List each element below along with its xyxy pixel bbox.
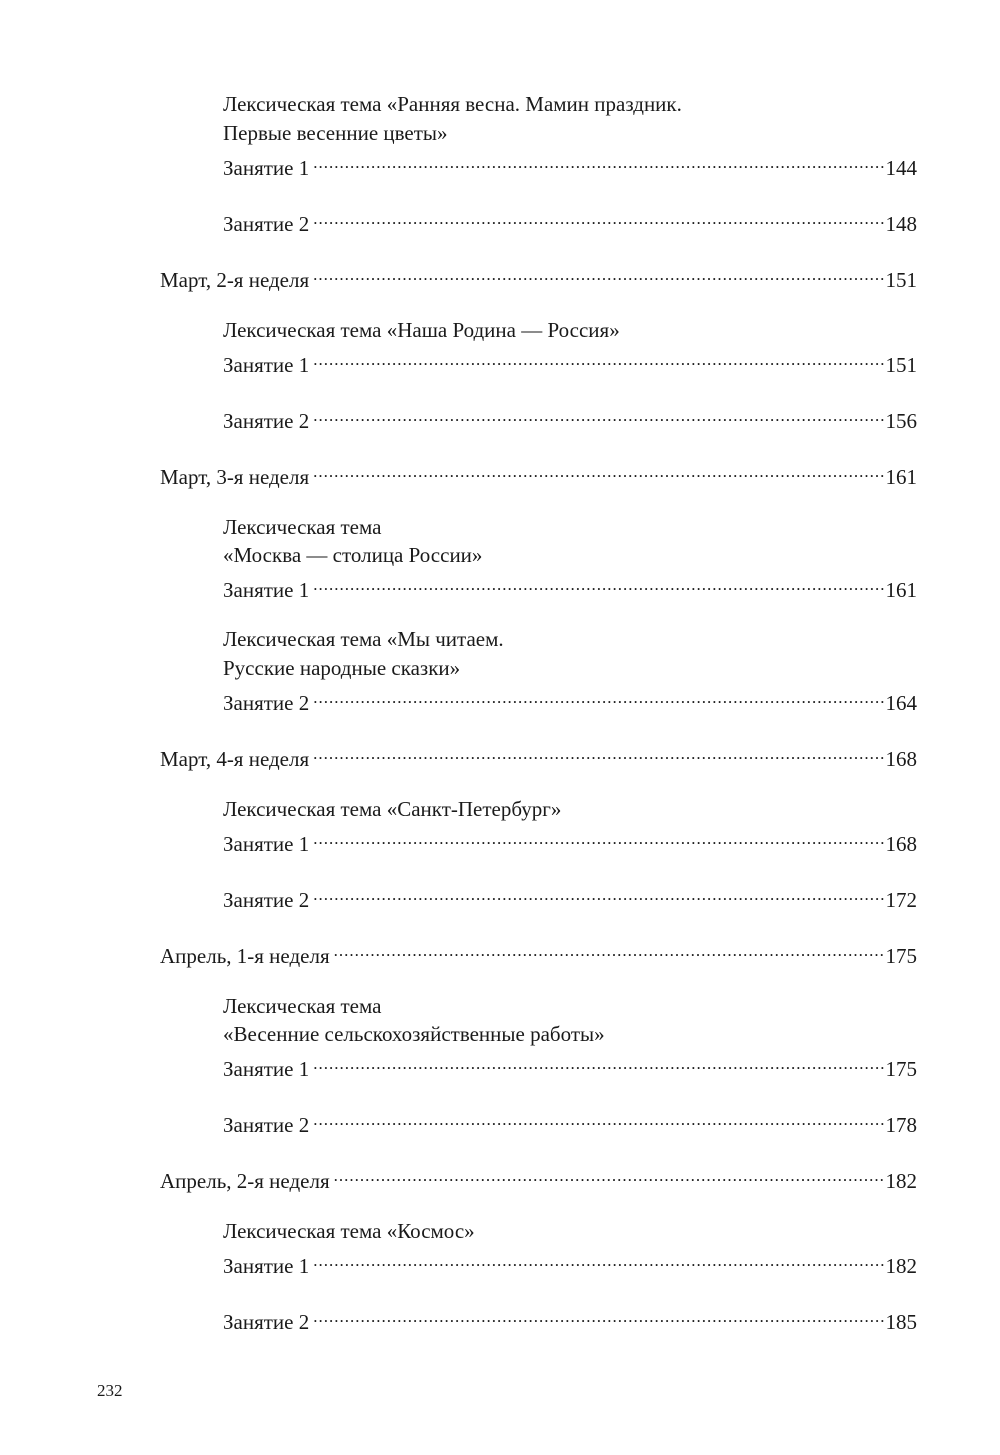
toc-entry-week[interactable]: [160, 738, 917, 773]
page-number: 168: [885, 832, 917, 856]
theme-title-line: «Москва — столица России»: [223, 543, 483, 567]
page-number: 164: [885, 691, 917, 715]
dot-leader: [313, 344, 884, 372]
toc-entry-lesson[interactable]: [223, 344, 917, 379]
dot-leader: [334, 1160, 885, 1188]
page-number: 161: [885, 465, 917, 489]
week-label: Март, 2-я неделя: [160, 268, 310, 292]
dot-leader: [313, 259, 884, 287]
lesson-label: Занятие 2: [223, 1113, 310, 1137]
theme-title-line: Лексическая тема: [223, 994, 382, 1018]
page-number: 182: [885, 1254, 917, 1278]
toc-entry-lesson[interactable]: [223, 400, 917, 435]
toc-entry-week[interactable]: [160, 456, 917, 491]
toc-entry-lesson[interactable]: [223, 1245, 917, 1280]
toc-entry-lesson[interactable]: [223, 823, 917, 858]
page-number: 175: [885, 1057, 917, 1081]
page-number: 161: [885, 578, 917, 602]
lesson-label: Занятие 1: [223, 1254, 310, 1278]
lesson-label: Занятие 2: [223, 212, 310, 236]
toc-entry-week[interactable]: [160, 935, 917, 970]
dot-leader: [313, 1048, 884, 1076]
page-number: 168: [885, 747, 917, 771]
week-label: Март, 3-я неделя: [160, 465, 310, 489]
lesson-label: Занятие 1: [223, 832, 310, 856]
lesson-label: Занятие 1: [223, 156, 310, 180]
lesson-label: Занятие 1: [223, 353, 310, 377]
dot-leader: [313, 1301, 884, 1329]
dot-leader: [313, 879, 884, 907]
dot-leader: [313, 569, 884, 597]
week-label: Апрель, 2-я неделя: [160, 1169, 330, 1193]
toc-entry-lesson[interactable]: [223, 569, 917, 604]
page-number: 144: [885, 156, 917, 180]
page-number: 178: [885, 1113, 917, 1137]
toc-entry-week[interactable]: [160, 1160, 917, 1195]
page-number: 172: [885, 888, 917, 912]
theme-title-line: Лексическая тема «Наша Родина — Россия»: [223, 318, 620, 342]
theme-title-line: Лексическая тема «Ранняя весна. Мамин праздник.: [223, 92, 682, 116]
lesson-label: Занятие 2: [223, 888, 310, 912]
theme-title-line: Лексическая тема «Мы читаем.: [223, 627, 504, 651]
dot-leader: [313, 456, 884, 484]
theme-title-line: Лексическая тема «Санкт-Петербург»: [223, 797, 562, 821]
page-number: 185: [885, 1310, 917, 1334]
page-number: 151: [885, 268, 917, 292]
page-number: 156: [885, 409, 917, 433]
dot-leader: [313, 1245, 884, 1273]
week-label: Март, 4-я неделя: [160, 747, 310, 771]
lesson-label: Занятие 1: [223, 578, 310, 602]
theme-title-line: Лексическая тема «Космос»: [223, 1219, 475, 1243]
theme-title-line: Лексическая тема: [223, 515, 382, 539]
toc-entry-week[interactable]: [160, 259, 917, 294]
toc-entry-lesson[interactable]: [223, 682, 917, 717]
toc-entry-lesson[interactable]: [223, 1048, 917, 1083]
page-number: 148: [885, 212, 917, 236]
toc-entry-lesson[interactable]: [223, 1301, 917, 1336]
dot-leader: [313, 203, 884, 231]
dot-leader: [313, 1104, 884, 1132]
dot-leader: [313, 682, 884, 710]
dot-leader: [313, 738, 884, 766]
theme-title-line: «Весенние сельскохозяйственные работы»: [223, 1022, 605, 1046]
lesson-label: Занятие 2: [223, 409, 310, 433]
page-number: 175: [885, 944, 917, 968]
week-label: Апрель, 1-я неделя: [160, 944, 330, 968]
theme-title-line: Русские народные сказки»: [223, 656, 461, 680]
dot-leader: [313, 823, 884, 851]
dot-leader: [313, 400, 884, 428]
dot-leader: [313, 147, 884, 175]
dot-leader: [334, 935, 885, 963]
toc-entry-lesson[interactable]: [223, 203, 917, 238]
theme-title-line: Первые весенние цветы»: [223, 121, 448, 145]
toc-entry-lesson[interactable]: [223, 1104, 917, 1139]
lesson-label: Занятие 2: [223, 691, 310, 715]
page-number: 182: [885, 1169, 917, 1193]
lesson-label: Занятие 1: [223, 1057, 310, 1081]
page-folio: 232: [97, 1381, 123, 1400]
lesson-label: Занятие 2: [223, 1310, 310, 1334]
toc-entry-lesson[interactable]: [223, 879, 917, 914]
page-number: 151: [885, 353, 917, 377]
toc-entry-lesson[interactable]: [223, 147, 917, 182]
